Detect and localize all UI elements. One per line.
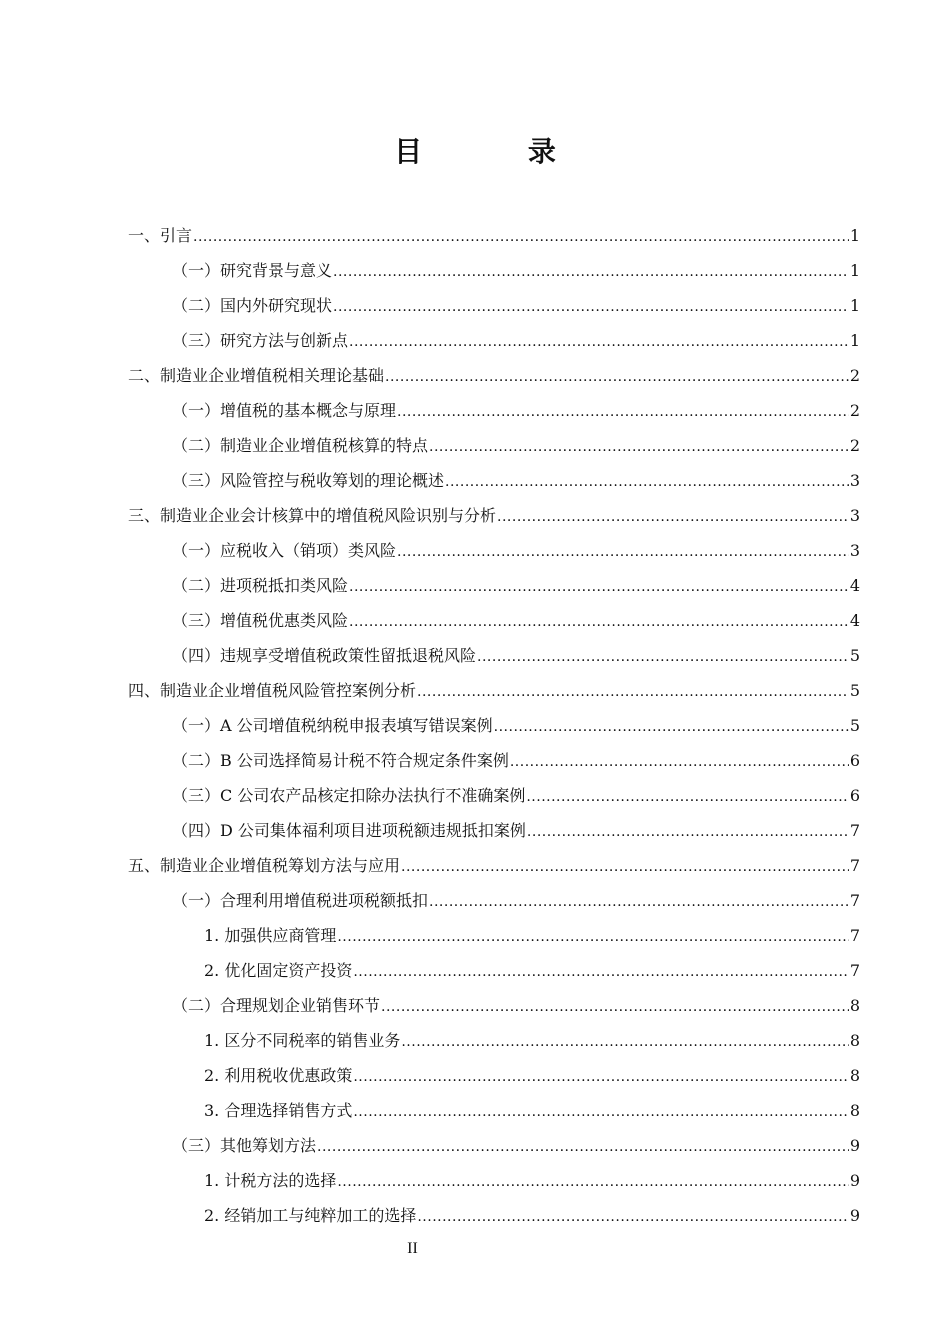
toc-entry[interactable] bbox=[128, 673, 860, 708]
toc-dot-leader bbox=[526, 780, 848, 815]
toc-dot-leader bbox=[401, 1025, 848, 1060]
toc-dot-leader bbox=[445, 465, 849, 500]
toc-entry-page: 3 bbox=[849, 471, 860, 490]
toc-entry-page: 8 bbox=[849, 1031, 860, 1050]
toc-entry-label: 1. 加强供应商管理 bbox=[204, 926, 337, 945]
toc-entry-label: 2. 优化固定资产投资 bbox=[204, 961, 353, 980]
toc-dot-leader bbox=[381, 990, 849, 1025]
toc-entry[interactable] bbox=[128, 568, 860, 603]
toc-entry[interactable] bbox=[128, 1023, 860, 1058]
toc-entry[interactable] bbox=[128, 918, 860, 953]
toc-entry[interactable] bbox=[128, 848, 860, 883]
toc-dot-leader bbox=[193, 220, 849, 255]
toc-entry-label: （四）违规享受增值税政策性留抵退税风险 bbox=[172, 646, 477, 665]
toc-dot-leader bbox=[397, 535, 849, 570]
toc-entry-label: （一）增值税的基本概念与原理 bbox=[172, 401, 397, 420]
toc-dot-leader bbox=[494, 710, 849, 745]
toc-entry-page: 1 bbox=[849, 226, 860, 245]
toc-entry-label: （三）其他筹划方法 bbox=[172, 1136, 317, 1155]
toc-entry-label: （二）制造业企业增值税核算的特点 bbox=[172, 436, 429, 455]
toc-entry[interactable] bbox=[128, 708, 860, 743]
toc-dot-leader bbox=[349, 325, 849, 360]
toc-entry-page: 5 bbox=[849, 646, 860, 665]
toc-entry-page: 7 bbox=[849, 926, 860, 945]
toc-dot-leader bbox=[349, 605, 849, 640]
toc-title: 目 录 bbox=[394, 135, 604, 168]
toc-entry-page: 9 bbox=[849, 1206, 860, 1225]
toc-dot-leader bbox=[497, 500, 849, 535]
toc-entry-label: 四、制造业企业增值税风险管控案例分析 bbox=[128, 681, 417, 700]
toc-entry-page: 8 bbox=[849, 1066, 860, 1085]
toc-entry-label: （四）D 公司集体福利项目进项税额违规抵扣案例 bbox=[172, 821, 526, 840]
toc-dot-leader bbox=[337, 920, 848, 955]
toc-dot-leader bbox=[429, 430, 849, 465]
toc-dot-leader bbox=[333, 290, 849, 325]
toc-entry-label: 1. 计税方法的选择 bbox=[204, 1171, 337, 1190]
toc-entry-label: （一）研究背景与意义 bbox=[172, 261, 333, 280]
toc-dot-leader bbox=[429, 885, 849, 920]
toc-entry-page: 9 bbox=[849, 1171, 860, 1190]
toc-entry-label: （二）B 公司选择简易计税不符合规定条件案例 bbox=[172, 751, 509, 770]
toc-entry-page: 2 bbox=[849, 401, 860, 420]
toc-dot-leader bbox=[349, 570, 849, 605]
toc-dot-leader bbox=[353, 1060, 848, 1095]
toc-entry-label: 二、制造业企业增值税相关理论基础 bbox=[128, 366, 385, 385]
toc-dot-leader bbox=[417, 675, 849, 710]
toc-entry[interactable] bbox=[128, 778, 860, 813]
toc-entry-page: 8 bbox=[849, 996, 860, 1015]
toc-entry-page: 2 bbox=[849, 436, 860, 455]
toc-entry[interactable] bbox=[128, 323, 860, 358]
toc-entry[interactable] bbox=[128, 813, 860, 848]
toc-dot-leader bbox=[385, 360, 849, 395]
toc-entry[interactable] bbox=[128, 533, 860, 568]
toc-dot-leader bbox=[317, 1130, 849, 1165]
toc-dot-leader bbox=[353, 1095, 848, 1130]
toc-dot-leader bbox=[333, 255, 849, 290]
toc-entry-page: 7 bbox=[849, 821, 860, 840]
toc-entry[interactable] bbox=[128, 988, 860, 1023]
toc-entry[interactable] bbox=[128, 1128, 860, 1163]
toc-entry[interactable] bbox=[128, 1198, 860, 1233]
toc-entry-page: 3 bbox=[849, 506, 860, 525]
toc-entry-page: 1 bbox=[849, 331, 860, 350]
toc-entry-page: 2 bbox=[849, 366, 860, 385]
toc-entry-page: 3 bbox=[849, 541, 860, 560]
toc-entry[interactable] bbox=[128, 358, 860, 393]
toc-entry[interactable] bbox=[128, 1093, 860, 1128]
toc-entry-label: 2. 利用税收优惠政策 bbox=[204, 1066, 353, 1085]
toc-entry[interactable] bbox=[128, 603, 860, 638]
toc-entry-page: 5 bbox=[849, 716, 860, 735]
toc-dot-leader bbox=[417, 1200, 848, 1235]
toc-dot-leader bbox=[353, 955, 848, 990]
toc-entry[interactable] bbox=[128, 743, 860, 778]
toc-entry-label: 一、引言 bbox=[128, 226, 193, 245]
toc-entry[interactable] bbox=[128, 1058, 860, 1093]
toc-entry-label: 1. 区分不同税率的销售业务 bbox=[204, 1031, 401, 1050]
toc-entry[interactable] bbox=[128, 498, 860, 533]
toc-entry[interactable] bbox=[128, 288, 860, 323]
toc-entry[interactable] bbox=[128, 1163, 860, 1198]
toc-entry[interactable] bbox=[128, 638, 860, 673]
toc-entry-label: 3. 合理选择销售方式 bbox=[204, 1101, 353, 1120]
toc-entry-page: 1 bbox=[849, 261, 860, 280]
toc-entry-label: （一）应税收入（销项）类风险 bbox=[172, 541, 397, 560]
toc-entry-label: （二）合理规划企业销售环节 bbox=[172, 996, 381, 1015]
toc-dot-leader bbox=[527, 815, 849, 850]
toc-entry-page: 4 bbox=[849, 611, 860, 630]
toc-dot-leader bbox=[510, 745, 849, 780]
toc-entry-label: （三）C 公司农产品核定扣除办法执行不准确案例 bbox=[172, 786, 526, 805]
toc-entry-page: 8 bbox=[849, 1101, 860, 1120]
toc-dot-leader bbox=[337, 1165, 848, 1200]
toc-entry[interactable] bbox=[128, 218, 860, 253]
toc-entry-label: （二）进项税抵扣类风险 bbox=[172, 576, 349, 595]
toc-entry-page: 7 bbox=[849, 961, 860, 980]
toc-entry-page: 6 bbox=[849, 786, 860, 805]
toc-entry-page: 1 bbox=[849, 296, 860, 315]
toc-entry[interactable] bbox=[128, 428, 860, 463]
toc-entry-label: （一）A 公司增值税纳税申报表填写错误案例 bbox=[172, 716, 493, 735]
toc-entry-label: （三）增值税优惠类风险 bbox=[172, 611, 349, 630]
toc-dot-leader bbox=[401, 850, 849, 885]
toc-dot-leader bbox=[477, 640, 849, 675]
toc-entry[interactable] bbox=[128, 953, 860, 988]
toc-entry-page: 9 bbox=[849, 1136, 860, 1155]
toc-dot-leader bbox=[397, 395, 849, 430]
toc-entry-label: 三、制造业企业会计核算中的增值税风险识别与分析 bbox=[128, 506, 497, 525]
toc-entry[interactable] bbox=[128, 253, 860, 288]
toc-entry[interactable] bbox=[128, 393, 860, 428]
toc-entry[interactable] bbox=[128, 463, 860, 498]
table-of-contents bbox=[128, 218, 860, 1233]
toc-entry-label: （一）合理利用增值税进项税额抵扣 bbox=[172, 891, 429, 910]
toc-entry-page: 7 bbox=[849, 891, 860, 910]
toc-entry-label: （三）风险管控与税收筹划的理论概述 bbox=[172, 471, 445, 490]
toc-entry-label: 五、制造业企业增值税筹划方法与应用 bbox=[128, 856, 401, 875]
page-number: II bbox=[407, 1240, 418, 1257]
toc-entry-label: 2. 经销加工与纯粹加工的选择 bbox=[204, 1206, 417, 1225]
toc-entry-page: 5 bbox=[849, 681, 860, 700]
toc-entry-label: （二）国内外研究现状 bbox=[172, 296, 333, 315]
toc-entry[interactable] bbox=[128, 883, 860, 918]
toc-entry-page: 7 bbox=[849, 856, 860, 875]
toc-entry-label: （三）研究方法与创新点 bbox=[172, 331, 349, 350]
toc-entry-page: 6 bbox=[849, 751, 860, 770]
toc-entry-page: 4 bbox=[849, 576, 860, 595]
